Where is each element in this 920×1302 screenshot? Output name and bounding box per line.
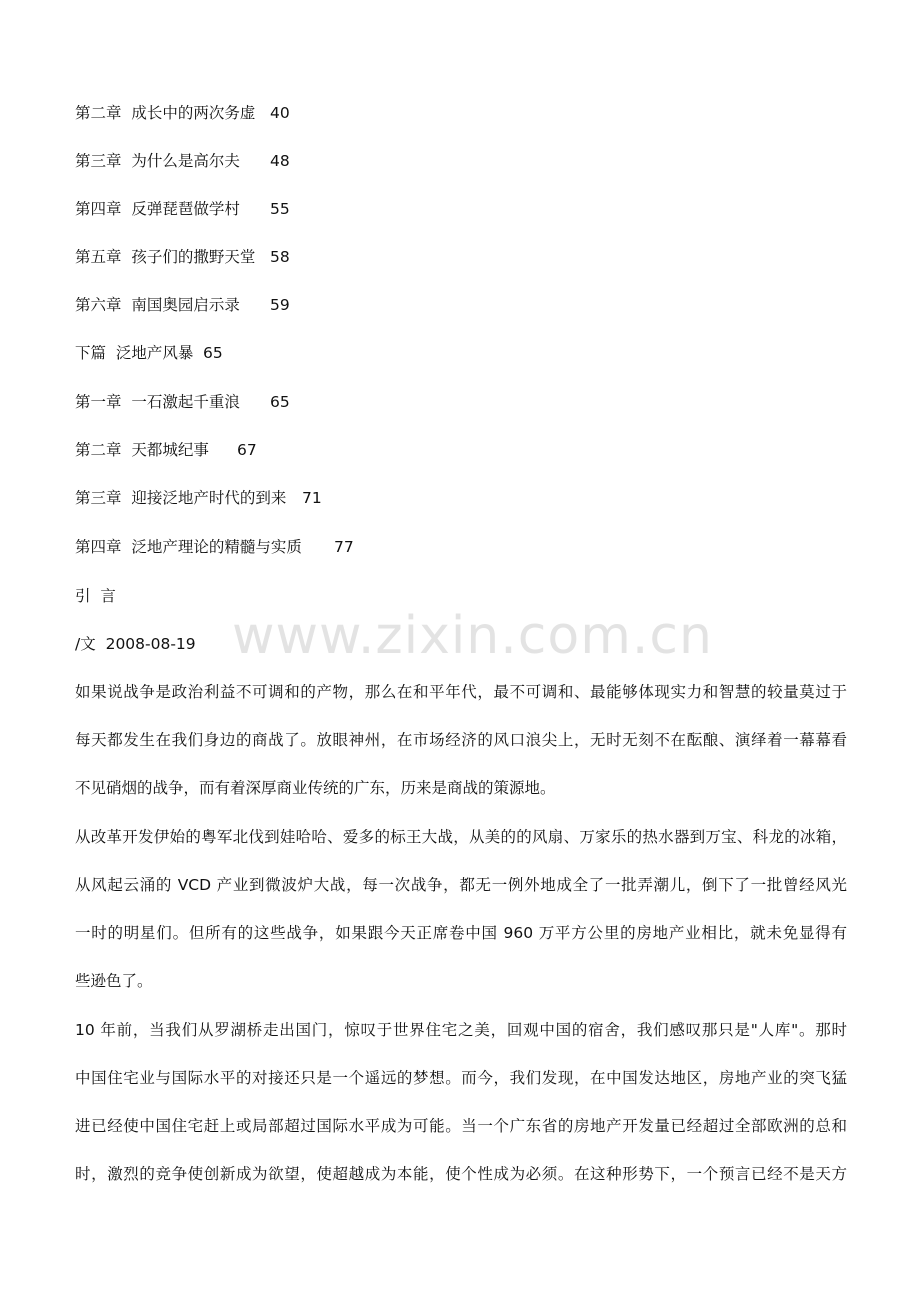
paragraph-line: 些逊色了。 — [75, 972, 153, 990]
toc-title: 第四章 反弹琵琶做学村 — [75, 200, 240, 218]
paragraph-line: 中国住宅业与国际水平的对接还只是一个遥远的梦想。而今，我们发现，在中国发达地区，房地产业的突飞猛 — [75, 1069, 847, 1087]
toc-title: 第四章 泛地产理论的精髓与实质 — [75, 538, 302, 556]
toc-title: 第三章 为什么是高尔夫 — [75, 152, 240, 170]
toc-entry — [75, 440, 475, 460]
toc-entry — [75, 295, 475, 315]
toc-entry — [75, 488, 475, 508]
paragraph-line: 不见硝烟的战争，而有着深厚商业传统的广东，历来是商战的策源地。 — [75, 779, 556, 797]
paragraph-line: 每天都发生在我们身边的商战了。放眼神州，在市场经济的风口浪尖上，无时无刻不在酝酿、演绎着一幕幕看 — [75, 731, 847, 749]
toc-title: 下篇 泛地产风暴 — [75, 344, 194, 362]
toc-page-number: 67 — [237, 441, 257, 459]
paragraph-line: 从风起云涌的 VCD 产业到微波炉大战，每一次战争，都无一例外地成全了一批弄潮儿，倒下了一批曾经风光 — [75, 876, 847, 894]
toc-title: 第五章 孩子们的撒野天堂 — [75, 248, 256, 266]
toc-title: 第三章 迎接泛地产时代的到来 — [75, 489, 287, 507]
toc-entry — [75, 537, 475, 557]
toc-page-number: 55 — [270, 200, 290, 218]
toc-entry — [75, 151, 475, 171]
paragraph-line: 时，激烈的竞争使创新成为欲望，使超越成为本能，使个性成为必须。在这种形势下，一个预言已经不是天方 — [75, 1165, 847, 1183]
paragraph-line: 进已经使中国住宅赶上或局部超过国际水平成为可能。当一个广东省的房地产开发量已经超过全部欧洲的总和 — [75, 1117, 847, 1135]
toc-page-number: 58 — [270, 248, 290, 266]
toc-entry — [75, 392, 475, 412]
byline: /文 2008-08-19 — [75, 635, 196, 653]
toc-title: 第二章 天都城纪事 — [75, 441, 209, 459]
toc-entry — [75, 247, 475, 267]
intro-heading: 引 言 — [75, 587, 116, 605]
toc-title: 第六章 南国奥园启示录 — [75, 296, 240, 314]
toc-page-number: 59 — [270, 296, 290, 314]
toc-page-number: 48 — [270, 152, 290, 170]
toc-entry — [75, 103, 475, 123]
toc-page-number: 40 — [270, 104, 290, 122]
toc-entry — [75, 199, 475, 219]
toc-title: 第一章 一石激起千重浪 — [75, 393, 240, 411]
watermark: www.zixin.com.cn — [232, 606, 713, 666]
paragraph-line: 一时的明星们。但所有的这些战争，如果跟今天正席卷中国 960 万平方公里的房地产业相比，就未免显得有 — [75, 924, 847, 942]
toc-page-number: 77 — [334, 538, 354, 556]
toc-page-number: 71 — [302, 489, 322, 507]
toc-entry — [75, 343, 475, 363]
toc-title: 第二章 成长中的两次务虚 — [75, 104, 256, 122]
toc-page-number: 65 — [203, 344, 223, 362]
paragraph-line: 10 年前，当我们从罗湖桥走出国门，惊叹于世界住宅之美，回观中国的宿舍，我们感叹那只是"人库"。那时 — [75, 1021, 847, 1039]
paragraph-line: 如果说战争是政治利益不可调和的产物，那么在和平年代，最不可调和、最能够体现实力和智慧的较量莫过于 — [75, 683, 847, 701]
paragraph-line: 从改革开发伊始的粤军北伐到娃哈哈、爱多的标王大战，从美的的风扇、万家乐的热水器到万宝、科龙的冰箱， — [75, 828, 847, 846]
toc-page-number: 65 — [270, 393, 290, 411]
